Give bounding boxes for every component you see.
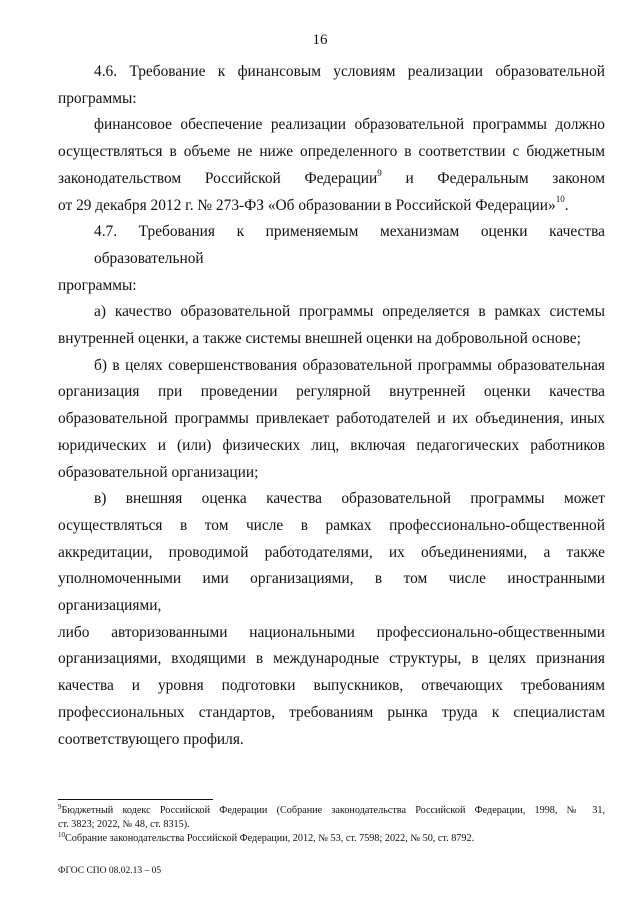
footnote-mark-9: 9 (58, 802, 62, 811)
item-a-line: внутренней оценки, а также системы внешней оценки на добровольной основе; (58, 330, 581, 348)
paragraph-line: финансовое обеспечение реализации образовательной программы должно (94, 116, 605, 134)
text-span: и Федеральным законом (381, 169, 605, 187)
footnote-text: Собрание законодательства Российской Федерации, 2012, № 53, ст. 7598; 2022, № 50, ст. 8792. (65, 833, 475, 844)
item-v-line: профессиональных стандартов, требованиям рынка труда к специалистам (58, 703, 605, 721)
text-span: законодательством Российской Федерации (58, 169, 378, 187)
item-b-line: образовательной программы привлекает работодателей и их объединения, иных (58, 410, 605, 428)
document-body (58, 59, 605, 753)
item-b-line: б) в целях совершенствования образовательной программы образовательная (94, 356, 605, 374)
text-span: . (564, 196, 569, 214)
section-4-6-heading: 4.6. Требование к финансовым условиям реализации образовательной (94, 63, 605, 80)
document-code: ФГОС СПО 08.02.13 – 05 (58, 866, 162, 876)
paragraph-line: осуществляться в объеме не ниже определенного в соответствии с бюджетным (58, 143, 605, 161)
item-v-line: либо авторизованными национальными профессионально-общественными (58, 623, 605, 641)
section-4-7-heading-cont: программы: (58, 276, 137, 294)
item-v-line: в) внешняя оценка качества образовательной программы может (94, 490, 605, 508)
footnote-text: Бюджетный кодекс Российской Федерации (Собрание законодательства Российской Федерации, 1998, № 31, (61, 805, 605, 816)
footnote-ref-9: 9 (377, 167, 382, 178)
item-v-line: уполномоченными ими организациями, в том числе иностранными организациями, (58, 570, 605, 615)
footnotes (58, 804, 605, 846)
footnote-mark-10: 10 (58, 830, 65, 839)
footnote-9 (58, 804, 605, 818)
item-a-line: а) качество образовательной программы определяется в рамках системы (94, 303, 605, 321)
page-number: 16 (312, 32, 328, 48)
item-b-line: образовательной организации; (58, 463, 259, 481)
item-v-line: организациями, входящими в международные структуры, в целях признания (58, 650, 605, 668)
footnote-divider (58, 799, 213, 800)
item-v-line: осуществляться в том числе в рамках профессионально-общественной (58, 516, 605, 534)
footnote-9-cont: ст. 3823; 2022, № 48, ст. 8315). (58, 819, 190, 830)
item-v-line: качества и уровня подготовки выпускников, отвечающих требованиям (58, 677, 605, 695)
section-4-6-heading-cont: программы: (58, 89, 137, 107)
item-b-line: юридических и (или) физических лиц, включая педагогических работников (58, 436, 605, 454)
section-4-7-heading: 4.7. Требования к применяемым механизмам оценки качества образовательной (94, 223, 605, 267)
paragraph-line (58, 166, 605, 193)
text-span: от 29 декабря 2012 г. № 273-ФЗ «Об образовании в Российской Федерации» (58, 196, 556, 214)
item-b-line: организация при проведении регулярной внутренней оценки качества (58, 383, 605, 401)
item-v-line: соответствующего профиля. (58, 730, 244, 748)
footnote-ref-10: 10 (555, 194, 565, 205)
footnote-10 (58, 832, 605, 846)
item-v-line: аккредитации, проводимой работодателями, их объединениями, а также (58, 543, 605, 561)
paragraph-line (58, 193, 605, 220)
